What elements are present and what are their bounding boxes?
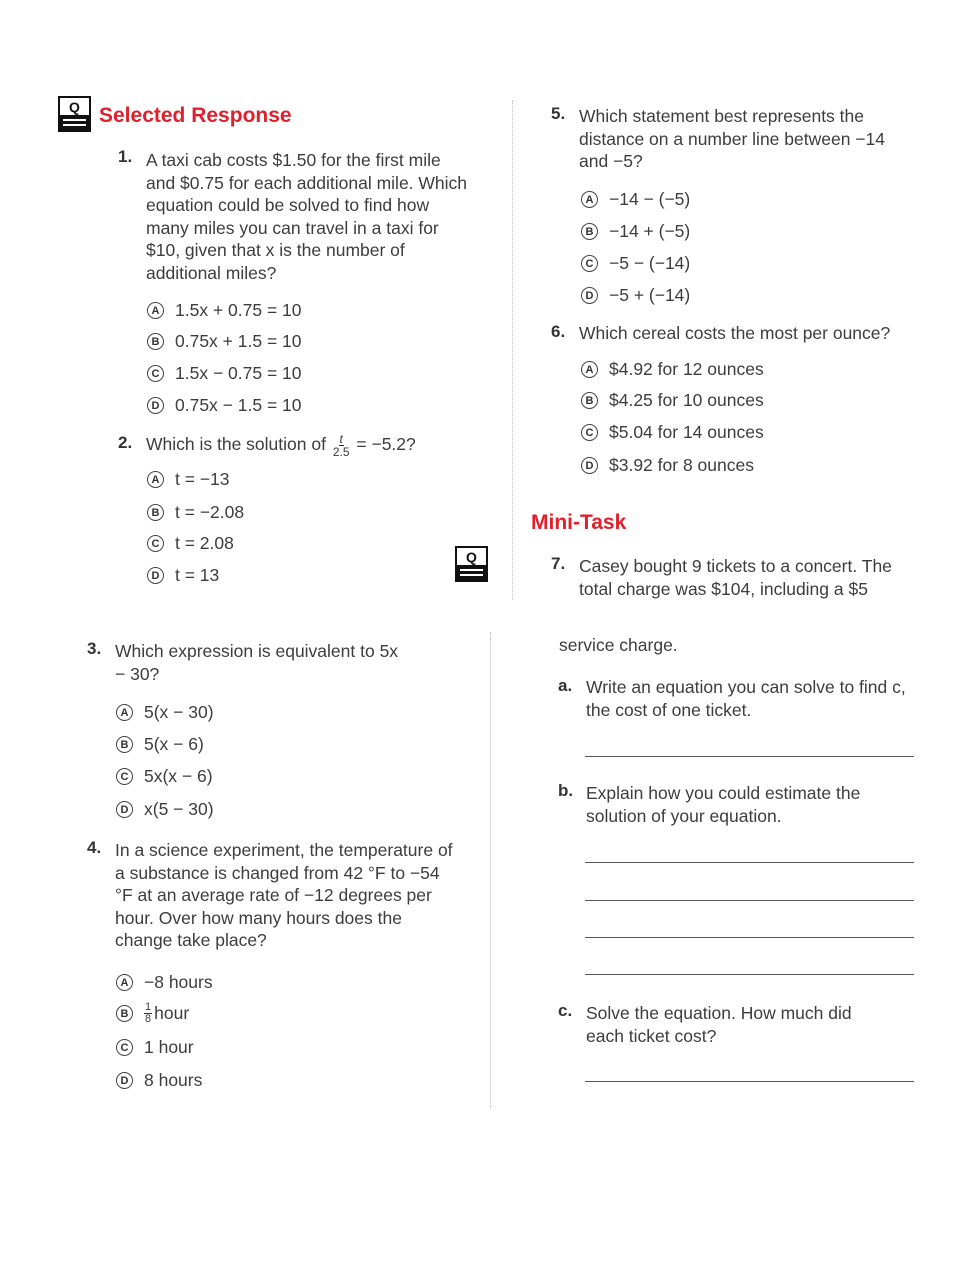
column-divider [490, 632, 491, 1108]
answer-line-b1[interactable] [585, 862, 914, 863]
bubble-a-icon: A [116, 704, 133, 721]
part-a-label: a. [558, 676, 573, 695]
q5-choice-a[interactable]: A −14 − (−5) [581, 189, 690, 210]
q4-choice-a[interactable]: A −8 hours [116, 972, 213, 993]
bubble-b-icon: B [116, 1005, 133, 1022]
answer-line-a[interactable] [585, 756, 914, 757]
question-7-text-continued: service charge. [559, 635, 678, 655]
q6-choice-b[interactable]: B $4.25 for 10 ounces [581, 390, 764, 411]
quiz-icon: Q [58, 96, 91, 132]
bubble-c-icon: C [581, 255, 598, 272]
quiz-icon: Q [455, 546, 488, 582]
bubble-d-icon: D [581, 457, 598, 474]
bubble-d-icon: D [147, 567, 164, 584]
bubble-c-icon: C [116, 768, 133, 785]
bubble-a-icon: A [116, 974, 133, 991]
q4-choice-d[interactable]: D 8 hours [116, 1070, 202, 1091]
bubble-d-icon: D [116, 1072, 133, 1089]
question-6-number: 6. [551, 322, 566, 341]
bubble-c-icon: C [147, 365, 164, 382]
q6-choice-c[interactable]: C $5.04 for 14 ounces [581, 422, 764, 443]
q2-choice-d[interactable]: D t = 13 [147, 565, 219, 586]
question-5-text: Which statement best represents the distance on a number line between −14 and −5? [579, 106, 885, 171]
part-b-text: Explain how you could estimate the solution of your equation. [586, 783, 861, 826]
question-1-text: A taxi cab costs $1.50 for the first mile and $0.75 for each additional mile. Which equation could be solved to find how many miles you can travel in a taxi for $10, given that x is the number of additional miles? [146, 150, 468, 283]
answer-line-c[interactable] [585, 1081, 914, 1082]
q1-choice-a[interactable]: A 1.5x + 0.75 = 10 [147, 300, 302, 321]
part-a-text: Write an equation you can solve to find c, the cost of one ticket. [586, 677, 906, 720]
bubble-d-icon: D [147, 397, 164, 414]
section-title-mini-task: Mini-Task [531, 511, 627, 534]
bubble-b-icon: B [581, 223, 598, 240]
q5-choice-d[interactable]: D −5 + (−14) [581, 285, 690, 306]
question-7-text: Casey bought 9 tickets to a concert. The total charge was $104, including a $5 [579, 556, 892, 599]
bubble-b-icon: B [147, 504, 164, 521]
q1-choice-c[interactable]: C 1.5x − 0.75 = 10 [147, 363, 302, 384]
bubble-a-icon: A [147, 302, 164, 319]
bubble-c-icon: C [581, 424, 598, 441]
question-5-number: 5. [551, 104, 566, 123]
q2-choice-c[interactable]: C t = 2.08 [147, 533, 234, 554]
question-7-number: 7. [551, 554, 566, 573]
column-divider [512, 100, 513, 600]
q5-choice-b[interactable]: B −14 + (−5) [581, 221, 690, 242]
bubble-c-icon: C [116, 1039, 133, 1056]
q3-choice-a[interactable]: A 5(x − 30) [116, 702, 214, 723]
bubble-a-icon: A [581, 361, 598, 378]
q2-choice-a[interactable]: A t = −13 [147, 469, 230, 490]
part-c-text: Solve the equation. How much did each ticket cost? [586, 1003, 852, 1046]
bubble-b-icon: B [147, 333, 164, 350]
q2-choice-b[interactable]: B t = −2.08 [147, 502, 244, 523]
part-c-label: c. [558, 1001, 573, 1020]
question-2-number: 2. [118, 433, 133, 452]
q6-choice-a[interactable]: A $4.92 for 12 ounces [581, 359, 764, 380]
q4-choice-c[interactable]: C 1 hour [116, 1037, 194, 1058]
answer-line-b4[interactable] [585, 974, 914, 975]
bubble-a-icon: A [147, 471, 164, 488]
answer-line-b2[interactable] [585, 900, 914, 901]
q5-choice-c[interactable]: C −5 − (−14) [581, 253, 690, 274]
fraction-one-eighth: $\frac{1}{8}$ [145, 1001, 152, 1025]
question-3-number: 3. [87, 639, 102, 658]
section-title-selected-response: Selected Response [99, 104, 292, 127]
question-6-text: Which cereal costs the most per ounce? [579, 323, 891, 343]
q3-choice-d[interactable]: D x(5 − 30) [116, 799, 214, 820]
question-2-text: Which is the solution of $\frac{t}{2.5}$ = −5.2? [146, 432, 416, 459]
question-4-number: 4. [87, 838, 102, 857]
answer-line-b3[interactable] [585, 937, 914, 938]
q3-choice-b[interactable]: B 5(x − 6) [116, 734, 204, 755]
question-3-text: Which expression is equivalent to 5x − 30? [115, 641, 399, 684]
bubble-b-icon: B [581, 392, 598, 409]
part-b-label: b. [558, 781, 574, 800]
fraction-t-over-2-5: $\frac{t}{2.5}$ [332, 432, 350, 459]
bubble-d-icon: D [116, 801, 133, 818]
q1-choice-d[interactable]: D 0.75x − 1.5 = 10 [147, 395, 302, 416]
bubble-a-icon: A [581, 191, 598, 208]
bubble-b-icon: B [116, 736, 133, 753]
question-4-text: In a science experiment, the temperature of a substance is changed from 42 °F to −54 °F at an average rate of −12 degrees per hour. Over how many hours does the change take place? [115, 840, 453, 950]
q1-choice-b[interactable]: B 0.75x + 1.5 = 10 [147, 331, 302, 352]
question-1-number: 1. [118, 147, 133, 166]
q6-choice-d[interactable]: D $3.92 for 8 ounces [581, 455, 754, 476]
bubble-d-icon: D [581, 287, 598, 304]
q4-choice-b[interactable]: B $\frac{1}{8}$ hour [116, 1002, 189, 1025]
q3-choice-c[interactable]: C 5x(x − 6) [116, 766, 213, 787]
bubble-c-icon: C [147, 535, 164, 552]
